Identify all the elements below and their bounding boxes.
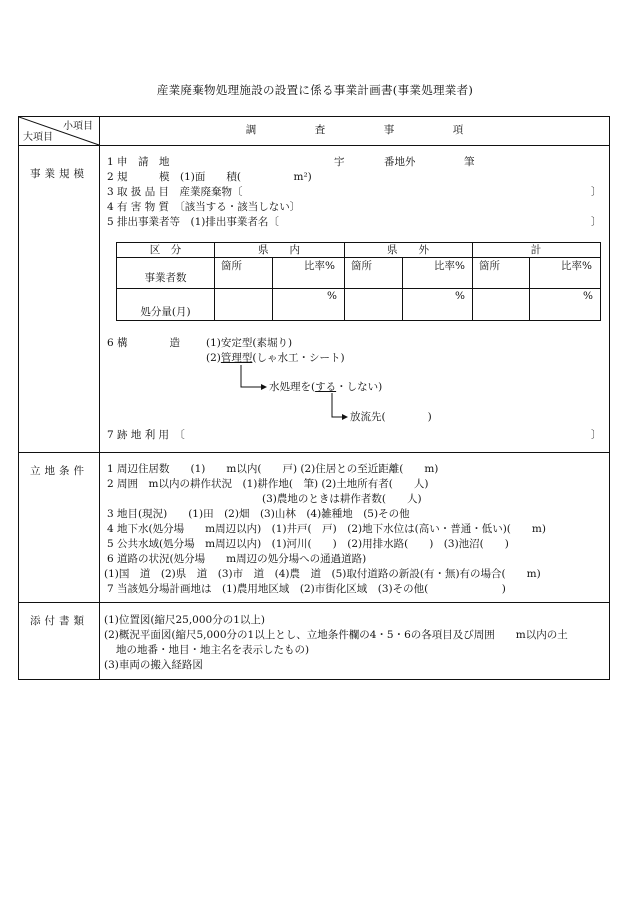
row-label-jigyosha: 事業者数 bbox=[144, 272, 187, 284]
sub-kasho: 箇所 bbox=[479, 260, 500, 272]
survey-header: 調 査 事 項 bbox=[245, 124, 465, 136]
scale-hitsu: 筆 bbox=[464, 156, 475, 168]
location-line-3: 3 地目(現況) (1)田 (2)畑 (3)山林 (4)雑種地 (5)その他 bbox=[107, 508, 410, 520]
location-line-2b: (3)農地のときは耕作者数( 人) bbox=[262, 493, 422, 505]
scale-line-3: 3 取 扱 品 目 産業廃棄物〔 bbox=[107, 186, 243, 198]
scale-line-5-end: 〕 bbox=[591, 216, 602, 228]
category-location: 立地条件 bbox=[30, 465, 88, 477]
location-line-5: 5 公共水域(処分場 m周辺以内) (1)河川( ) (2)用排水路( ) (3)池沼( ) bbox=[107, 538, 509, 550]
scale-banchi: 番地外 bbox=[384, 156, 416, 168]
scale-line-3-end: 〕 bbox=[591, 186, 602, 198]
row-label-shobunryo: 処分量(月) bbox=[140, 306, 191, 318]
category-attachments: 添付書類 bbox=[30, 615, 88, 627]
scale-line-2: 2 規 模 (1)面 積( m²) bbox=[107, 171, 312, 183]
location-line-6b: (1)国 道 (2)県 道 (3)市 道 (4)農 道 (5)取付道路の新設(有・無)有の場合( m) bbox=[104, 568, 541, 580]
scale-line-4: 4 有 害 物 質 〔該当する・該当しない〕 bbox=[107, 201, 301, 213]
category-business-scale: 事業規模 bbox=[30, 168, 88, 180]
structure-label: 6 構 造 bbox=[107, 337, 181, 349]
attachment-3: (3)車両の搬入経路図 bbox=[104, 659, 203, 671]
pct-kei: % bbox=[583, 290, 593, 302]
structure-stable: (1)安定型(素堀り) bbox=[206, 337, 293, 349]
document-title: 産業廃棄物処理施設の設置に係る事業計画書(事業処理業者) bbox=[156, 83, 474, 97]
table-header-kei: 計 bbox=[530, 244, 542, 256]
attachment-1: (1)位置図(縮尺25,000分の1以上) bbox=[104, 614, 265, 626]
table-header-kubun: 区 分 bbox=[149, 244, 182, 256]
scale-aza: 宇 bbox=[334, 156, 345, 168]
section-divider-location bbox=[19, 452, 609, 453]
scale-line-7-end: 〕 bbox=[591, 429, 602, 441]
flow-arrows bbox=[19, 117, 611, 447]
sub-kasho: 箇所 bbox=[221, 260, 242, 272]
sub-ritsu: 比率% bbox=[304, 260, 335, 272]
location-line-4: 4 地下水(処分場 m周辺以内) (1)井戸( 戸) (2)地下水位は(高い・普通・低い)( m) bbox=[107, 523, 546, 535]
table-header-kennai: 県 内 bbox=[258, 244, 300, 256]
pct-kennai: % bbox=[327, 290, 337, 302]
discharge-destination: 放流先( ) bbox=[350, 411, 432, 423]
small-item-label: 小項目 bbox=[63, 121, 93, 132]
location-line-6: 6 道路の状況(処分場 m周辺の処分場への通過道路) bbox=[107, 553, 367, 565]
attachment-2b: 地の地番・地目・地主名を表示したもの) bbox=[116, 644, 310, 656]
location-line-2: 2 周囲 m以内の耕作状況 (1)耕作地( 筆) (2)土地所有者( 人) bbox=[107, 478, 429, 490]
location-line-7: 7 当該処分場計画地は (1)農用地区域 (2)市街化区域 (3)その他( ) bbox=[107, 583, 506, 595]
structure-managed: (2)管理型(しゃ水工・シート) bbox=[206, 352, 345, 364]
sub-kasho: 箇所 bbox=[351, 260, 372, 272]
section-divider-attachments bbox=[19, 602, 609, 603]
attachment-2: (2)概況平面図(縮尺5,000分の1以上とし、立地条件欄の4・5・6の各項目及び周囲 m以内の土 bbox=[104, 629, 568, 641]
pct-kengai: % bbox=[455, 290, 465, 302]
sub-ritsu: 比率% bbox=[561, 260, 592, 272]
scale-line-7: 7 跡 地 利 用 〔 bbox=[107, 429, 185, 441]
sub-ritsu: 比率% bbox=[434, 260, 465, 272]
table-header-kengai: 県 外 bbox=[387, 244, 429, 256]
location-line-1: 1 周辺住居数 (1) m以内( 戸) (2)住居との至近距離( m) bbox=[107, 463, 439, 475]
plan-form bbox=[18, 116, 610, 680]
water-treatment: 水処理を(する・しない) bbox=[269, 381, 383, 393]
scale-line-5: 5 排出事業者等 (1)排出事業者名〔 bbox=[107, 216, 279, 228]
scale-line-1: 1 申 請 地 bbox=[107, 156, 170, 168]
large-item-label: 大項目 bbox=[23, 132, 53, 143]
